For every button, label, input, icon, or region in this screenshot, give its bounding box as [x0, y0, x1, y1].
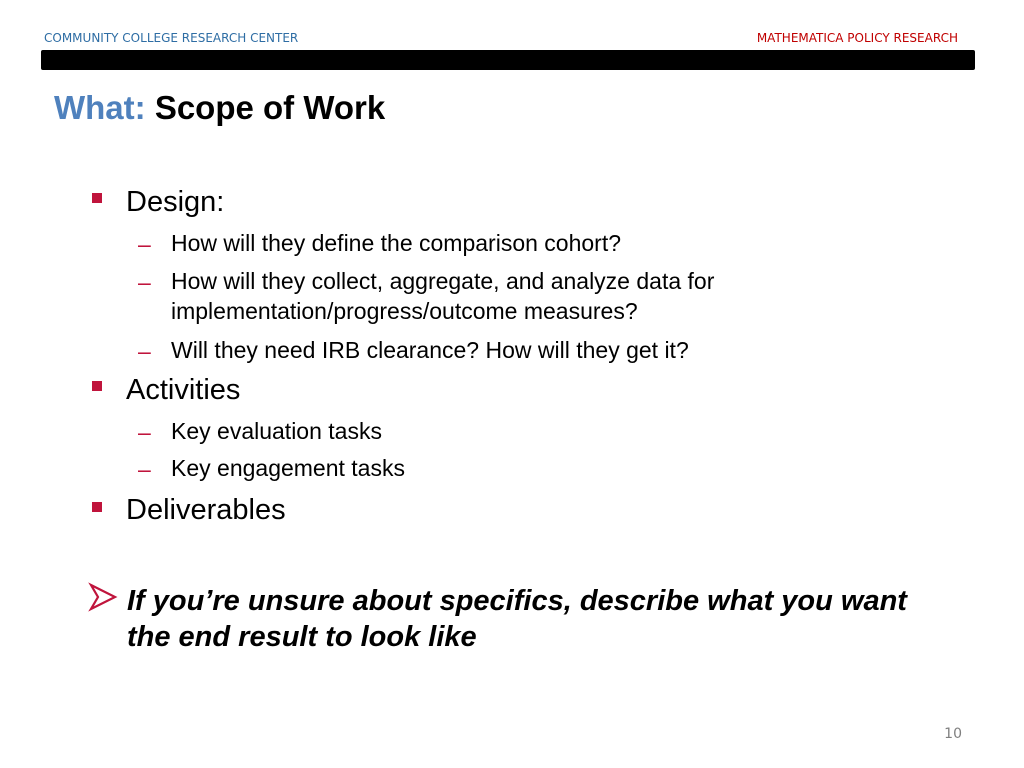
dash-bullet-icon: – [138, 456, 151, 482]
square-bullet-icon [92, 381, 102, 391]
activities-subitem-2: Key engagement tasks [171, 455, 405, 481]
bullet-deliverables: Deliverables [126, 494, 286, 526]
header-organization-right: MATHEMATICA POLICY RESEARCH [756, 31, 958, 45]
header-organization-left: COMMUNITY COLLEGE RESEARCH CENTER [44, 31, 299, 45]
design-subitem-2: How will they collect, aggregate, and analyze data for implementation/progress/outcome measures? [171, 268, 715, 324]
dash-bullet-icon: – [138, 419, 151, 445]
dash-bullet-icon: – [138, 269, 151, 295]
design-subitem-1: How will they define the comparison cohort? [171, 230, 622, 256]
activities-subitem-1: Key evaluation tasks [171, 418, 382, 444]
design-subitem-3: Will they need IRB clearance? How will they get it? [171, 337, 689, 363]
dash-bullet-icon: – [138, 231, 151, 257]
square-bullet-icon [92, 193, 102, 203]
slide-title-main: Scope of Work [154, 89, 386, 126]
bullet-activities: Activities [126, 374, 241, 406]
arrow-bullet-icon [88, 582, 118, 612]
page-number: 10 [944, 726, 962, 742]
slide-title-accent: What: [54, 89, 146, 126]
dash-bullet-icon: – [138, 338, 151, 364]
bullet-design: Design: [126, 186, 225, 218]
callout-text: If you’re unsure about specifics, describe what you want the end result to look like [127, 585, 907, 653]
square-bullet-icon [92, 502, 102, 512]
